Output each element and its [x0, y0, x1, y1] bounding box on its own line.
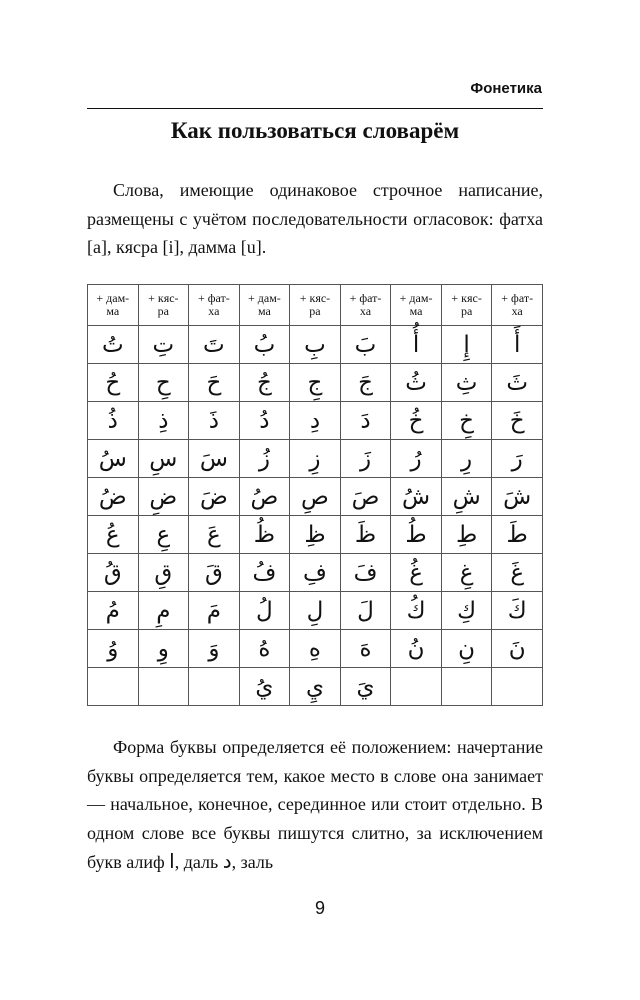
- letter-cell: ثِ: [441, 364, 492, 402]
- letter-cell: غِ: [441, 554, 492, 592]
- page-title: Как пользоваться словарём: [170, 118, 460, 143]
- table-header-cell: + дам- ма: [391, 285, 442, 326]
- letter-cell: لَ: [340, 592, 391, 630]
- letter-cell: ظَ: [340, 516, 391, 554]
- letter-cell: شُ: [391, 478, 442, 516]
- vowel-marks-table: [87, 284, 543, 706]
- letter-cell: كُ: [391, 592, 442, 630]
- letter-cell: خِ: [441, 402, 492, 440]
- letter-cell: هِ: [290, 630, 341, 668]
- letter-cell: خُ: [391, 402, 442, 440]
- letter-cell: قُ: [88, 554, 139, 592]
- letter-cell: فِ: [290, 554, 341, 592]
- letter-cell: نُ: [391, 630, 442, 668]
- separator-zal: , заль: [231, 852, 274, 872]
- letter-cell: حِ: [138, 364, 189, 402]
- letter-cell: جُ: [239, 364, 290, 402]
- letter-cell: عِ: [138, 516, 189, 554]
- intro-text: Слова, имеющие одинаковое строчное написание, размещены с учётом последовательности огласовок: фатха [a], кясра [i], дамма [u].: [87, 180, 543, 257]
- letter-cell: عَ: [189, 516, 240, 554]
- letter-cell: وِ: [138, 630, 189, 668]
- letter-cell: مِ: [138, 592, 189, 630]
- letter-cell: خَ: [492, 402, 543, 440]
- letter-cell: طِ: [441, 516, 492, 554]
- letter-cell: سُ: [88, 440, 139, 478]
- table-body: [88, 326, 543, 706]
- letter-cell: [88, 668, 139, 706]
- table-row: [88, 364, 543, 402]
- letter-cell: قِ: [138, 554, 189, 592]
- letter-cell: تُ: [88, 326, 139, 364]
- table-row: [88, 516, 543, 554]
- page-number: 9: [314, 898, 325, 918]
- letter-cell: بِ: [290, 326, 341, 364]
- letter-cell: لِ: [290, 592, 341, 630]
- table-row: [88, 554, 543, 592]
- paragraph-text: Форма буквы определяется её положением: начертание буквы определяется тем, какое место в слове она занимает — начальное, конечное, серединное или стоит отдельно. В одном слове все буквы пишутся слитно, за исключением букв алиф: [87, 737, 543, 872]
- letter-cell: عُ: [88, 516, 139, 554]
- letter-cell: جَ: [340, 364, 391, 402]
- table-header-cell: + фат- ха: [340, 285, 391, 326]
- table-row: [88, 440, 543, 478]
- letter-cell: جِ: [290, 364, 341, 402]
- letter-cell: بَ: [340, 326, 391, 364]
- letter-cell: شِ: [441, 478, 492, 516]
- letter-cell: أَ: [492, 326, 543, 364]
- alif-glyph: ا: [169, 849, 175, 873]
- letter-cell: رِ: [441, 440, 492, 478]
- letter-cell: فَ: [340, 554, 391, 592]
- letter-cell: رُ: [391, 440, 442, 478]
- letter-cell: مَ: [189, 592, 240, 630]
- letter-cell: فُ: [239, 554, 290, 592]
- letter-cell: صِ: [290, 478, 341, 516]
- letter-cell: هُ: [239, 630, 290, 668]
- table-header-cell: + кяс- ра: [290, 285, 341, 326]
- letter-cell: كِ: [441, 592, 492, 630]
- letter-cell: صَ: [340, 478, 391, 516]
- table-header-cell: + дам- ма: [88, 285, 139, 326]
- letter-cell: لُ: [239, 592, 290, 630]
- letter-cell: دَ: [340, 402, 391, 440]
- letter-cell: شَ: [492, 478, 543, 516]
- table-row: [88, 402, 543, 440]
- table-row: [88, 326, 543, 364]
- letter-cell: كَ: [492, 592, 543, 630]
- letter-cell: أُ: [391, 326, 442, 364]
- letter-cell: يُ: [239, 668, 290, 706]
- table-header-cell: + дам- ма: [239, 285, 290, 326]
- letter-cell: تَ: [189, 326, 240, 364]
- table-row: [88, 478, 543, 516]
- letter-cell: زِ: [290, 440, 341, 478]
- table-header-cell: + кяс- ра: [441, 285, 492, 326]
- letter-cell: دِ: [290, 402, 341, 440]
- letter-cell: ثُ: [391, 364, 442, 402]
- letter-cell: حُ: [88, 364, 139, 402]
- letter-cell: ضَ: [189, 478, 240, 516]
- letter-cell: ضِ: [138, 478, 189, 516]
- table-row: [88, 630, 543, 668]
- letter-cell: تِ: [138, 326, 189, 364]
- letter-cell: ظِ: [290, 516, 341, 554]
- letter-cell: صُ: [239, 478, 290, 516]
- letter-cell: ظُ: [239, 516, 290, 554]
- dal-glyph: د: [222, 849, 232, 873]
- table-header-cell: + фат- ха: [492, 285, 543, 326]
- letter-cell: ضُ: [88, 478, 139, 516]
- letter-cell: ذُ: [88, 402, 139, 440]
- letter-form-paragraph: [87, 733, 543, 877]
- letter-cell: قَ: [189, 554, 240, 592]
- letter-cell: ثَ: [492, 364, 543, 402]
- letter-cell: [492, 668, 543, 706]
- letter-cell: إِ: [441, 326, 492, 364]
- letter-cell: هَ: [340, 630, 391, 668]
- table-header-row: [88, 285, 543, 326]
- table-header-cell: + фат- ха: [189, 285, 240, 326]
- letter-cell: غُ: [391, 554, 442, 592]
- letter-cell: يَ: [340, 668, 391, 706]
- letter-cell: طُ: [391, 516, 442, 554]
- letter-cell: [138, 668, 189, 706]
- letter-cell: [391, 668, 442, 706]
- letter-cell: وُ: [88, 630, 139, 668]
- letter-cell: ذَ: [189, 402, 240, 440]
- letter-cell: مُ: [88, 592, 139, 630]
- intro-paragraph: [87, 176, 543, 262]
- letter-cell: سَ: [189, 440, 240, 478]
- separator-dal: , даль: [174, 852, 219, 872]
- running-header: Фонетика: [470, 80, 542, 97]
- letter-cell: زُ: [239, 440, 290, 478]
- letter-cell: يِ: [290, 668, 341, 706]
- letter-cell: طَ: [492, 516, 543, 554]
- letter-cell: [189, 668, 240, 706]
- table-row: [88, 592, 543, 630]
- letter-cell: دُ: [239, 402, 290, 440]
- letter-cell: [441, 668, 492, 706]
- letter-cell: غَ: [492, 554, 543, 592]
- header-rule: [87, 108, 543, 109]
- letter-cell: حَ: [189, 364, 240, 402]
- letter-cell: نِ: [441, 630, 492, 668]
- letter-cell: سِ: [138, 440, 189, 478]
- letter-cell: زَ: [340, 440, 391, 478]
- letter-cell: رَ: [492, 440, 543, 478]
- table-row: [88, 668, 543, 706]
- letter-cell: وَ: [189, 630, 240, 668]
- letter-cell: نَ: [492, 630, 543, 668]
- letter-cell: ذِ: [138, 402, 189, 440]
- letter-cell: بُ: [239, 326, 290, 364]
- table-header-cell: + кяс- ра: [138, 285, 189, 326]
